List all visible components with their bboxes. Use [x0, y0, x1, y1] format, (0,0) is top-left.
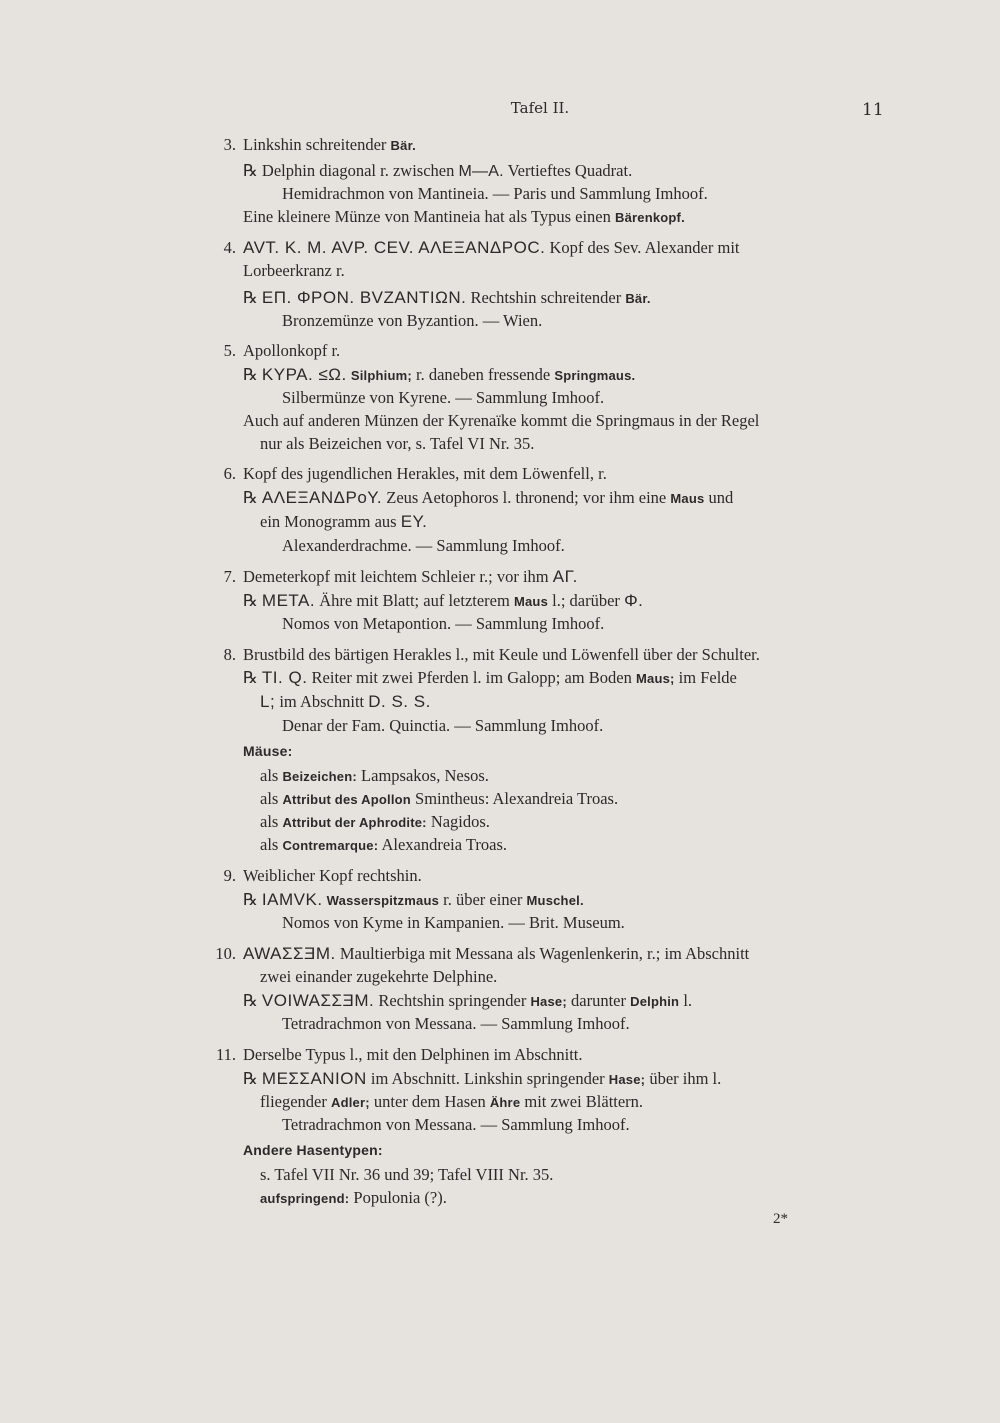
entry-line: Denar der Fam. Quinctia. — Sammlung Imhoof. [282, 716, 604, 735]
list-item: als Beizeichen: Lampsakos, Nesos. [260, 766, 489, 785]
entry-line: Eine kleinere Münze von Mantineia hat als Typus einen Bärenkopf. [243, 207, 685, 226]
entry-number: 4. [223, 238, 236, 257]
entry-line: Tetradrachmon von Messana. — Sammlung Imhoof. [282, 1014, 630, 1033]
page-number: 11 [862, 100, 884, 120]
entry-line: ℞ TI. Q. Reiter mit zwei Pferden l. im Galopp; am Boden Maus; im Felde [243, 668, 737, 687]
section-heading: Mäuse: [243, 743, 293, 759]
entry-number: 8. [223, 645, 236, 664]
entry-line: Derselbe Typus l., mit den Delphinen im Abschnitt. [243, 1045, 583, 1064]
entry-number: 11. [215, 1045, 236, 1064]
entry-line: AWAΣΣƎM. Maultierbiga mit Messana als Wagenlenkerin, r.; im Abschnitt [243, 944, 750, 963]
entry-line: ℞ Delphin diagonal r. zwischen M—A. Vertieftes Quadrat. [243, 161, 633, 180]
list-item: als Attribut der Aphrodite: Nagidos. [260, 812, 490, 831]
entry-line: Nomos von Metapontion. — Sammlung Imhoof. [282, 614, 605, 633]
entry-line: Alexanderdrachme. — Sammlung Imhoof. [282, 536, 565, 555]
entry-line: zwei einander zugekehrte Delphine. [260, 967, 498, 986]
list-item: als Attribut des Apollon Smintheus: Alexandreia Troas. [260, 789, 619, 808]
entry-line: Nomos von Kyme in Kampanien. — Brit. Museum. [282, 913, 625, 932]
entry-line: ℞ VOIWAΣΣƎM. Rechtshin springender Hase; darunter Delphin l. [243, 991, 693, 1010]
entry-line: Brustbild des bärtigen Herakles l., mit Keule und Löwenfell über der Schulter. [243, 645, 760, 664]
entry-line: Demeterkopf mit leichtem Schleier r.; vor ihm AΓ. [243, 567, 578, 586]
list-item: aufspringend: Populonia (?). [260, 1188, 447, 1207]
entry-line: ℞ META. Ähre mit Blatt; auf letzterem Maus l.; darüber Φ. [243, 591, 644, 610]
entry-number: 5. [223, 341, 236, 360]
entry-line: Silbermünze von Kyrene. — Sammlung Imhoof. [282, 388, 605, 407]
entry-line: Tetradrachmon von Messana. — Sammlung Imhoof. [282, 1115, 630, 1134]
entry-line: ℞ IAMVK. Wasserspitzmaus r. über einer Muschel. [243, 890, 584, 909]
entry-number: 6. [223, 464, 236, 483]
entry-line: fliegender Adler; unter dem Hasen Ähre mit zwei Blättern. [260, 1092, 644, 1111]
entry-line: ℞ MEΣΣANION im Abschnitt. Linkshin springender Hase; über ihm l. [243, 1069, 722, 1088]
entry-line: AVT. K. M. AVP. CEV. AΛEΞANΔPOC. Kopf des Sev. Alexander mit [243, 238, 740, 257]
entry-line: L; im Abschnitt D. S. S. [260, 692, 431, 711]
running-header: Tafel II. [510, 99, 570, 117]
entry-line: nur als Beizeichen vor, s. Tafel VI Nr. 35. [260, 434, 535, 453]
entry-line: Kopf des jugendlichen Herakles, mit dem Löwenfell, r. [243, 464, 607, 483]
entry-number: 7. [223, 567, 236, 586]
entry-number: 3. [223, 135, 236, 154]
entry-line: ℞ AΛEΞANΔPoY. Zeus Aetophoros l. thronend; vor ihm eine Maus und [243, 488, 734, 507]
section-heading: Andere Hasentypen: [243, 1142, 383, 1158]
entry-line: Apollonkopf r. [243, 341, 341, 360]
entry-line: ℞ KYPA. ≤Ω. Silphium; r. daneben fressende Springmaus. [243, 365, 636, 384]
list-item: als Contremarque: Alexandreia Troas. [260, 835, 508, 854]
entry-line: Lorbeerkranz r. [243, 261, 345, 280]
entry-line: ein Monogramm aus EY. [260, 512, 428, 531]
entry-number: 9. [223, 866, 236, 885]
entry-line: Bronzemünze von Byzantion. — Wien. [282, 311, 543, 330]
entry-line: Weiblicher Kopf rechtshin. [243, 866, 422, 885]
entry-line: Linkshin schreitender Bär. [243, 135, 416, 154]
entry-line: Hemidrachmon von Mantineia. — Paris und Sammlung Imhoof. [282, 184, 708, 203]
entry-line: ℞ EΠ. ΦPON. BVZANTIΩN. Rechtshin schreitender Bär. [243, 288, 651, 307]
signature-mark: 2* [773, 1211, 788, 1227]
entry-line: Auch auf anderen Münzen der Kyrenaïke kommt die Springmaus in der Regel [243, 411, 760, 430]
list-item: s. Tafel VII Nr. 36 und 39; Tafel VIII Nr. 35. [260, 1165, 554, 1184]
entry-number: 10. [215, 944, 236, 963]
